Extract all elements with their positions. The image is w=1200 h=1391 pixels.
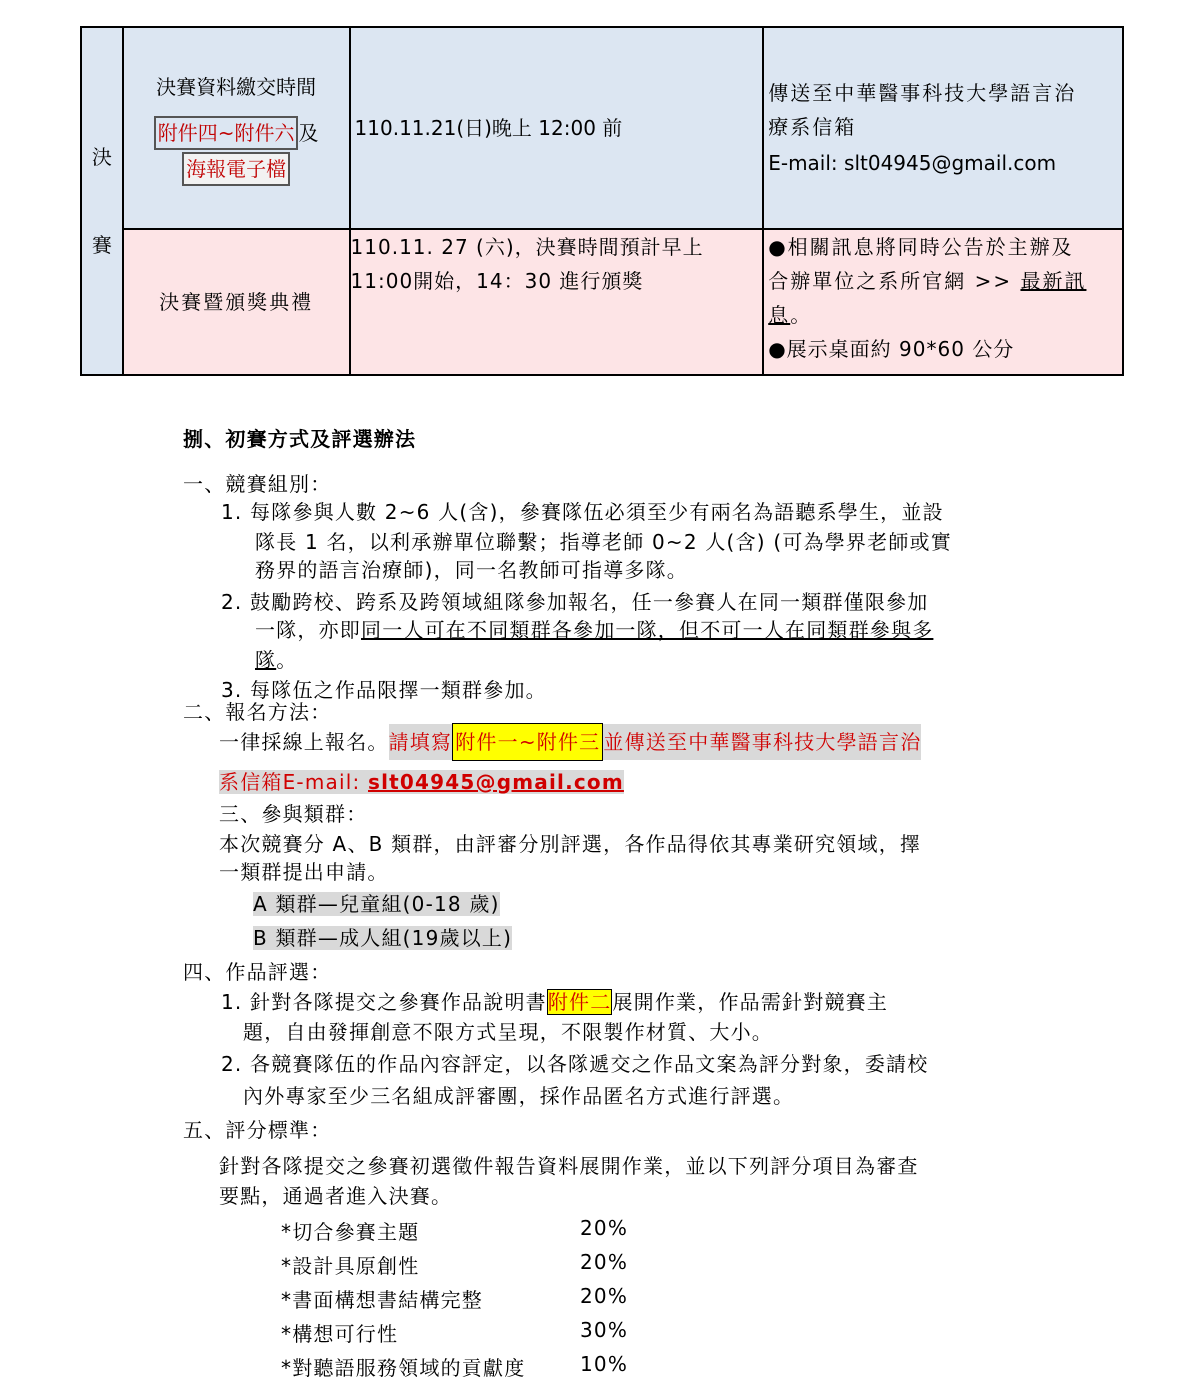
poster-file-label: 海報電子檔 — [182, 152, 290, 186]
s2-email-address[interactable]: slt04945@gmail.com — [368, 770, 624, 794]
s3-group-b-text: B 類群—成人組(19歲以上) — [253, 926, 513, 950]
s1-item1-line3: 務界的語言治療師)，同一名教師可指導多隊。 — [255, 558, 689, 582]
row2-time-line2: 11:00開始，14：30 進行頒獎 — [350, 269, 644, 293]
stage-label-1: 決 — [91, 145, 112, 169]
criterion-3-name: *書面構想書結構完整 — [281, 1288, 483, 1312]
s1-item1-line1: 1. 每隊參與人數 2~6 人(含)，參賽隊伍必須至少有兩名為語聽系學生，並設 — [221, 500, 944, 524]
schedule-table — [80, 26, 1124, 376]
s1-item2-line3-end: 。 — [276, 648, 298, 672]
s3-title: 三、參與類群： — [219, 802, 368, 826]
row1-dest-line1: 傳送至中華醫事科技大學語言治 — [768, 81, 1077, 105]
s4-item2-line2: 內外專家至少三名組成評審團，採作品匿名方式進行評選。 — [243, 1084, 795, 1108]
s1-item2-line2-underlined: 同一人可在不同類群各參加一隊，但不可一人在同類群參與多 — [361, 618, 934, 642]
s4-title: 四、作品評選： — [183, 960, 332, 984]
row2-item-cell — [123, 229, 350, 375]
row1-email: E-mail: slt04945@gmail.com — [768, 151, 1057, 175]
s4-item1-a: 1. 針對各隊提交之參賽作品說明書 — [221, 990, 547, 1014]
s3-group-a-text: A 類群—兒童組(0-18 歲) — [253, 892, 500, 916]
s1-item2-line2 — [255, 614, 933, 643]
s4-item2-line1: 2. 各競賽隊伍的作品內容評定，以各隊遞交之作品文案為評分對象，委請校 — [221, 1052, 929, 1076]
s4-attachment-2: 附件二 — [547, 990, 612, 1014]
row1-dest-line2: 療系信箱 — [768, 115, 857, 139]
row1-time: 110.11.21(日)晚上 12:00 前 — [354, 116, 623, 140]
s2-send-to: 並傳送至中華醫事科技大學語言治 — [603, 724, 921, 760]
s4-item1-line2: 題，自由發揮創意不限方式呈現，不限製作材質、大小。 — [243, 1020, 773, 1044]
s1-item2-line1: 2. 鼓勵跨校、跨系及跨領域組隊參加報名，任一參賽人在同一類群僅限參加 — [221, 590, 929, 614]
stage-label-2: 賽 — [91, 233, 112, 257]
s5-title: 五、評分標準： — [183, 1118, 332, 1142]
row2-note1-line2: 合辦單位之系所官網 >> — [768, 269, 1021, 293]
criterion-4-name: *構想可行性 — [281, 1322, 399, 1346]
s2-title: 二、報名方法： — [183, 700, 332, 724]
criterion-1-name: *切合參賽主題 — [281, 1220, 420, 1244]
row1-time-cell — [350, 27, 764, 229]
criterion-5-name: *對聽語服務領域的貢獻度 — [281, 1356, 526, 1380]
s3-group-a — [253, 888, 500, 917]
and-label: 及 — [298, 121, 319, 145]
s1-item2-line2-a: 一隊，亦即 — [255, 618, 361, 642]
criterion-3-pct: 20% — [580, 1284, 629, 1308]
latest-news-link-part1[interactable]: 最新訊 — [1020, 269, 1087, 293]
s2-attachment-1-3: 附件一~附件三 — [452, 723, 603, 761]
row1-dest-cell — [763, 27, 1123, 229]
s1-title: 一、競賽組別： — [183, 472, 332, 496]
s4-item1-line1 — [221, 986, 888, 1015]
row1-item-cell — [123, 27, 350, 229]
s1-item1-line2: 隊長 1 名，以利承辦單位聯繫；指導老師 0~2 人(含) (可為學界老師或實 — [255, 530, 952, 554]
s2-line2 — [219, 766, 624, 798]
stage-cell — [81, 27, 123, 375]
s2-online-signup: 一律採線上報名。 — [219, 730, 389, 754]
s2-please-fill: 請填寫 — [389, 724, 453, 760]
row2-note2: ●展示桌面約 90*60 公分 — [768, 337, 1015, 361]
note1-end: 。 — [790, 303, 813, 327]
attachment-4-6-label: 附件四~附件六 — [154, 116, 299, 150]
s1-item3: 3. 每隊伍之作品限擇一類群參加。 — [221, 678, 547, 702]
row2-item: 決賽暨頒獎典禮 — [159, 290, 314, 314]
criterion-2-pct: 20% — [580, 1250, 629, 1274]
section-title: 捌、初賽方式及評選辦法 — [183, 427, 417, 451]
s2-email-label: 系信箱E-mail: — [219, 770, 369, 794]
s3-line2: 一類群提出申請。 — [219, 860, 389, 884]
latest-news-link-part2[interactable]: 息 — [768, 303, 791, 327]
s3-group-b — [253, 922, 512, 951]
row2-time-line1: 110.11. 27 (六)，決賽時間預計早上 — [350, 235, 704, 259]
criterion-2-name: *設計具原創性 — [281, 1254, 420, 1278]
criterion-4-pct: 30% — [580, 1318, 629, 1342]
s2-line1 — [219, 722, 921, 762]
s1-item2-line3 — [255, 644, 297, 673]
criterion-5-pct: 10% — [580, 1352, 629, 1376]
row2-notes-cell — [763, 229, 1123, 375]
s3-line1: 本次競賽分 A、B 類群，由評審分別評選，各作品得依其專業研究領域，擇 — [219, 832, 922, 856]
s5-line2: 要點，通過者進入決賽。 — [219, 1184, 453, 1208]
s1-item2-line3-underlined: 隊 — [255, 648, 277, 672]
criterion-1-pct: 20% — [580, 1216, 629, 1240]
s4-item1-c: 展開作業，作品需針對競賽主 — [612, 990, 889, 1014]
row1-item: 決賽資料繳交時間 — [156, 75, 317, 99]
s5-line1: 針對各隊提交之參賽初選徵件報告資料展開作業，並以下列評分項目為審查 — [219, 1154, 919, 1178]
row2-note1-line1: ●相關訊息將同時公告於主辦及 — [768, 235, 1074, 259]
row2-time-cell — [350, 229, 764, 375]
